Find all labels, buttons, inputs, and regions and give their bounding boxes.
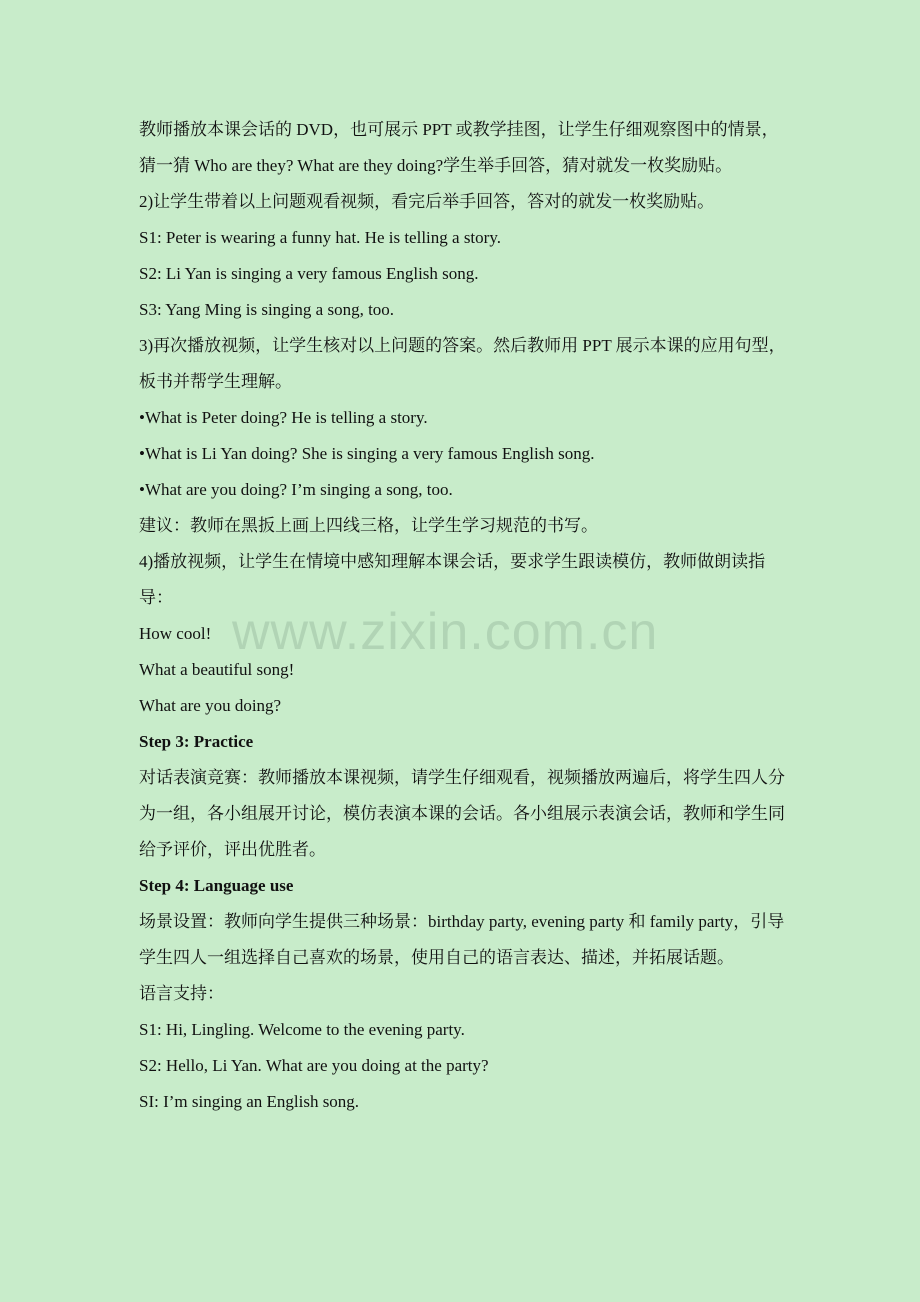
watermark-text: www.zixin.com.cn (232, 603, 659, 661)
phrase-how-cool: How cool! (139, 624, 212, 643)
dialogue-line-s1: S1: Peter is wearing a funny hat. He is telling a story. (139, 228, 501, 247)
support-line-s1: S1: Hi, Lingling. Welcome to the evening party. (139, 1020, 465, 1039)
section-heading-practice: Step 3: Practice (139, 732, 254, 751)
phrase-beautiful-song: What a beautiful song! (139, 660, 295, 679)
paragraph-language-support: 语言支持： (139, 984, 224, 1003)
phrase-what-doing: What are you doing? (139, 696, 282, 715)
paragraph-step-2: 2)让学生带着以上问题观看视频，看完后举手回答，答对的就发一枚奖励贴。 (139, 192, 715, 211)
dialogue-line-s2: S2: Li Yan is singing a very famous English song. (139, 264, 479, 283)
bullet-sentence-peter: •What is Peter doing? He is telling a story. (139, 408, 428, 427)
paragraph-scene-setting: 场景设置：教师向学生提供三种场景：birthday party, evening party 和 family party，引导学生四人一组选择自己喜欢的场景，使用自己的语言表达、描述，并拓展话题。 (139, 912, 785, 967)
support-line-s2: S2: Hello, Li Yan. What are you doing at the party? (139, 1056, 489, 1075)
section-heading-language-use: Step 4: Language use (139, 876, 294, 895)
paragraph-step-4: 4)播放视频，让学生在情境中感知理解本课会话，要求学生跟读模仿，教师做朗读指导： (139, 552, 766, 607)
paragraph-dialogue-contest: 对话表演竞赛：教师播放本课视频，请学生仔细观看，视频播放两遍后，将学生四人分为一组，各小组展开讨论，模仿表演本课的会话。各小组展示表演会话，教师和学生同给予评价，评出优胜者。 (139, 768, 785, 859)
dialogue-line-s3: S3: Yang Ming is singing a song, too. (139, 300, 395, 319)
paragraph-step-3: 3)再次播放视频，让学生核对以上问题的答案。然后教师用 PPT 展示本课的应用句型，板书并帮学生理解。 (139, 336, 786, 391)
document-body (139, 112, 789, 1120)
bullet-sentence-li-yan: •What is Li Yan doing? She is singing a very famous English song. (139, 444, 595, 463)
paragraph-suggestion: 建议：教师在黑扳上画上四线三格，让学生学习规范的书写。 (139, 516, 598, 535)
support-line-si: SI: I’m singing an English song. (139, 1092, 360, 1111)
paragraph-intro-dvd: 教师播放本课会话的 DVD，也可展示 PPT 或教学挂图，让学生仔细观察图中的情景，猜一猜 Who are they? What are they doing?学生举手回答，猜对就发一枚奖励贴。 (139, 120, 779, 175)
bullet-sentence-you: •What are you doing? I’m singing a song, too. (139, 480, 453, 499)
